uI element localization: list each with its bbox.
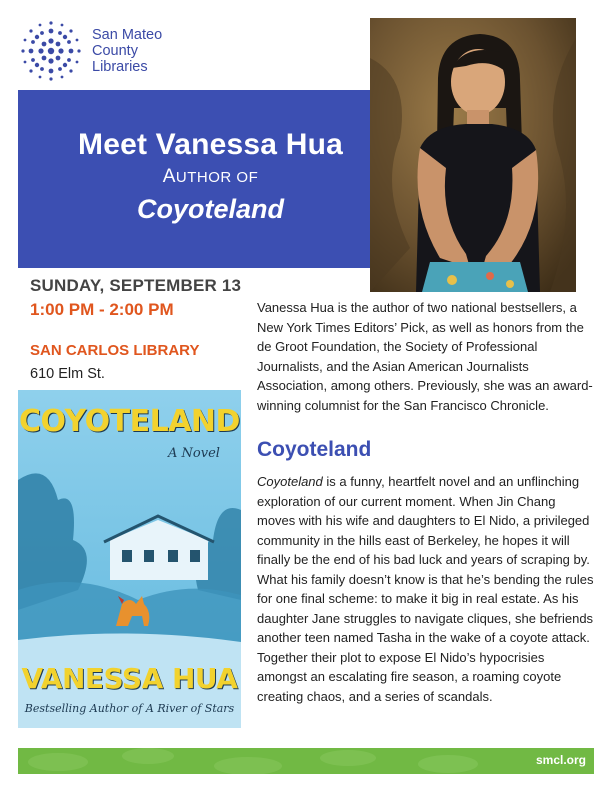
cover-title: COYOTELAND (19, 404, 240, 439)
event-address: 610 Elm St. (30, 366, 105, 382)
website-link[interactable]: smcl.org (535, 753, 586, 767)
author-bio: Vanessa Hua is the author of two national bestsellers, a New York Times Editors’ Pick, as well as honors from the de Groot Foundation, the Society of Professional Journalists, and the Asian American Journalists Association, among others. Previously, she was an award-winning columnist for the San Francisco Chronicle. (257, 300, 593, 413)
cover-author: VANESSA HUA (21, 662, 238, 695)
logo-line-3: Libraries (92, 59, 148, 75)
footer-bar (18, 748, 594, 774)
logo-line-2: County (92, 43, 138, 59)
event-date: SUNDAY, SEPTEMBER 13 (30, 276, 242, 295)
book-description (257, 472, 597, 706)
title-banner (18, 90, 403, 268)
author-of-rest: UTHOR OF (175, 169, 259, 186)
description-lead-title: Coyoteland (257, 474, 323, 489)
book-cover (18, 390, 241, 728)
description-body: is a funny, heartfelt novel and an unflinching exploration of our current moment. When Jin Chang moves with his wife and daughters to El Nido, a privileged community in the hills east of Berkeley, he hopes it will finally be the end of his bad luck and years of scraping by. What his family doesn’t know is that he’s bending the rules for one final scheme: to make it big in real estate. As his daughter Jane struggles to navigate cliques, she befriends another teen named Tasha in the wake of a coyote attack. Together their plot to expose El Nido’s hypocrisies amongst an escalating fire season, a roaming coyote creating chaos, and a series of scandals. (257, 474, 594, 704)
author-photo-illustration (370, 18, 576, 292)
logo-line-1: San Mateo (92, 27, 163, 43)
cover-tagline: Bestselling Author of A River of Stars (24, 702, 235, 715)
cover-subtitle: A Novel (168, 446, 220, 461)
footer-leaf-pattern (18, 748, 594, 774)
event-time: 1:00 PM - 2:00 PM (30, 300, 174, 319)
library-logo-icon (18, 18, 84, 84)
book-title: Coyoteland (136, 194, 284, 224)
author-of-label (18, 166, 403, 188)
author-of-initial: A (162, 166, 176, 187)
logo-wordmark (92, 27, 162, 75)
library-logo (18, 18, 178, 84)
event-venue: SAN CARLOS LIBRARY (30, 342, 200, 359)
page-title: Meet Vanessa Hua (78, 128, 343, 161)
author-photo (370, 18, 576, 292)
description-heading: Coyoteland (257, 438, 372, 461)
